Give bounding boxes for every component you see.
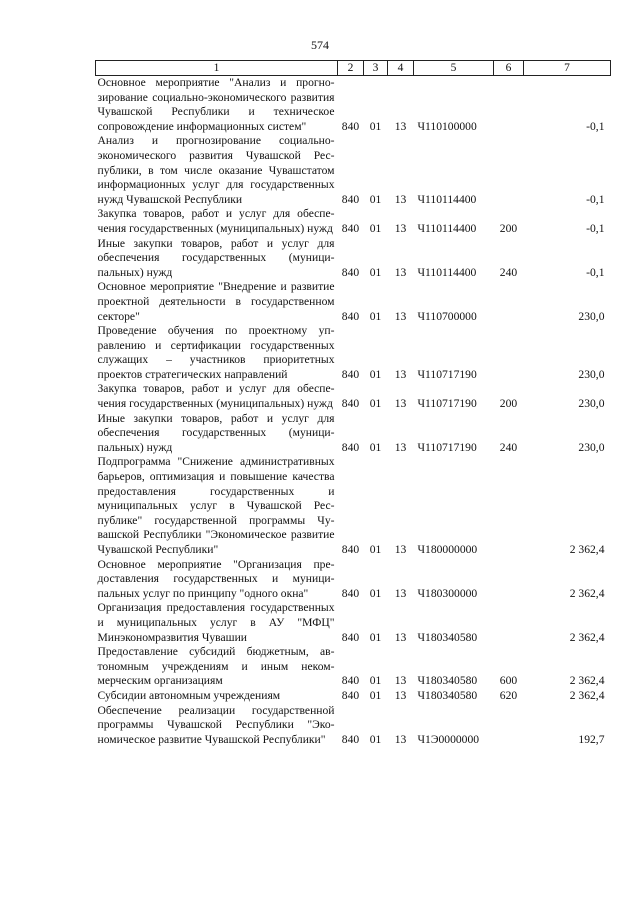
row-subsection-code: 13 [394, 192, 407, 206]
row-amount: -0,1 [586, 119, 605, 133]
row-amount: -0,1 [586, 265, 605, 279]
row-amount: 230,0 [578, 397, 605, 411]
row-name: Основное мероприятие "Анализ и прогнозирование социально-экономического развития Чувашской Республики и техническое сопровождение информационных систем" [97, 76, 335, 133]
row-name: Основное мероприятие "Организация предоставления государственных и муниципальных услуг по принципу "одного окна" [97, 557, 335, 600]
row-section-code: 01 [369, 265, 382, 279]
row-target-article: Ч180300000 [417, 586, 478, 600]
column-header-1: 1 [96, 61, 338, 76]
row-name: Анализ и прогнозирование социально-экономического развития Чувашской Республики, в том числе оказание Чувашстатом информационных услуг для государственных нужд Чувашской Республики [97, 134, 335, 206]
row-amount: 2 362,4 [569, 543, 605, 556]
row-section-code: 01 [369, 440, 382, 454]
table-row [96, 280, 611, 324]
row-target-article: Ч110114400 [417, 192, 477, 206]
row-expense-type [494, 455, 524, 557]
table-body [96, 76, 611, 748]
row-amount: -0,1 [586, 192, 605, 206]
column-header-6: 6 [494, 61, 524, 76]
row-amount: 230,0 [578, 309, 605, 323]
row-section-code: 01 [369, 309, 382, 323]
table-row [96, 237, 611, 281]
row-expense-type: 600 [499, 674, 518, 688]
row-subsection-code: 13 [394, 119, 407, 133]
row-name: Подпрограмма "Снижение административных барьеров, оптимизация и повышение качества предоставления государственных и муниципальных услуг в Чувашской Республике" государственной программы Чувашской Республики "Экономическое развитие Чувашской Республики" [97, 455, 335, 556]
table-row [96, 324, 611, 382]
table-row [96, 455, 611, 557]
row-section-code: 01 [369, 192, 382, 206]
row-ministry-code: 840 [341, 309, 360, 323]
row-amount: 192,7 [578, 732, 605, 746]
row-expense-type [494, 558, 524, 602]
row-subsection-code: 13 [394, 688, 407, 702]
row-expense-type: 200 [499, 397, 518, 411]
column-header-5: 5 [414, 61, 494, 76]
row-expense-type: 240 [499, 440, 518, 454]
row-name: Организация предоставления государственных и муниципальных услуг в АУ "МФЦ" Минэкономразвития Чувашии [97, 601, 335, 644]
row-section-code: 01 [369, 674, 382, 688]
row-name: Предоставление субсидий бюджетным, автономным учреждениям и иным некоммерческим организациям [97, 645, 335, 688]
row-subsection-code: 13 [394, 586, 407, 600]
row-amount: -0,1 [586, 221, 605, 235]
row-target-article: Ч110100000 [417, 119, 477, 133]
row-subsection-code: 13 [394, 397, 407, 411]
row-section-code: 01 [369, 543, 382, 556]
row-ministry-code: 840 [341, 119, 360, 133]
row-amount: 2 362,4 [569, 674, 605, 688]
row-expense-type: 240 [499, 265, 518, 279]
row-expense-type [494, 280, 524, 324]
row-subsection-code: 13 [394, 732, 407, 746]
row-ministry-code: 840 [341, 543, 360, 556]
row-amount: 230,0 [578, 440, 605, 454]
row-section-code: 01 [369, 119, 382, 133]
row-section-code: 01 [369, 221, 382, 235]
row-name: Иные закупки товаров, работ и услуг для обеспечения государственных (муниципальных) нужд [97, 236, 335, 279]
row-subsection-code: 13 [394, 543, 407, 556]
row-target-article: Ч110114400 [417, 221, 477, 235]
column-header-7: 7 [524, 61, 611, 76]
row-section-code: 01 [369, 732, 382, 746]
row-expense-type [494, 134, 524, 207]
row-ministry-code: 840 [341, 265, 360, 279]
row-target-article: Ч110700000 [417, 309, 477, 323]
row-target-article: Ч1Э0000000 [417, 732, 480, 746]
row-target-article: Ч110717190 [417, 440, 477, 454]
row-ministry-code: 840 [341, 674, 360, 688]
table-row [96, 689, 611, 704]
row-subsection-code: 13 [394, 221, 407, 235]
column-header-3: 3 [364, 61, 388, 76]
row-subsection-code: 13 [394, 265, 407, 279]
row-name: Субсидии автономным учреждениям [97, 688, 281, 702]
row-amount: 2 362,4 [569, 586, 605, 600]
column-header-2: 2 [338, 61, 364, 76]
row-target-article: Ч180340580 [417, 688, 478, 702]
row-ministry-code: 840 [341, 732, 360, 746]
row-target-article: Ч180340580 [417, 630, 478, 644]
row-section-code: 01 [369, 367, 382, 381]
row-amount: 2 362,4 [569, 630, 605, 644]
row-ministry-code: 840 [341, 586, 360, 600]
table-row [96, 412, 611, 456]
table-row [96, 76, 611, 135]
table-row [96, 134, 611, 207]
row-expense-type [494, 76, 524, 135]
row-ministry-code: 840 [341, 367, 360, 381]
row-expense-type: 200 [499, 221, 518, 235]
row-name: Проведение обучения по проектному управлению и сертификации государственных служащих – участников приоритетных проектов стратегических направлений [97, 324, 335, 381]
row-subsection-code: 13 [394, 309, 407, 323]
row-amount: 230,0 [578, 367, 605, 381]
row-name: Основное мероприятие "Внедрение и развитие проектной деятельности в государственном секторе" [97, 280, 335, 323]
row-name: Закупка товаров, работ и услуг для обеспечения государственных (муниципальных) нужд [97, 382, 335, 411]
row-ministry-code: 840 [341, 397, 360, 411]
row-target-article: Ч110114400 [417, 265, 477, 279]
row-subsection-code: 13 [394, 367, 407, 381]
row-ministry-code: 840 [341, 221, 360, 235]
table-row [96, 207, 611, 236]
row-target-article: Ч180340580 [417, 674, 478, 688]
row-target-article: Ч180000000 [417, 543, 478, 556]
row-section-code: 01 [369, 630, 382, 644]
row-name: Иные закупки товаров, работ и услуг для обеспечения государственных (муниципальных) нужд [97, 411, 335, 454]
row-ministry-code: 840 [341, 630, 360, 644]
row-expense-type [494, 704, 524, 748]
header-row [96, 61, 611, 76]
table-row [96, 645, 611, 689]
column-header-4: 4 [388, 61, 414, 76]
row-ministry-code: 840 [341, 440, 360, 454]
row-expense-type [494, 601, 524, 645]
row-expense-type [494, 324, 524, 382]
table-row [96, 558, 611, 602]
row-subsection-code: 13 [394, 674, 407, 688]
table-row [96, 704, 611, 748]
row-section-code: 01 [369, 397, 382, 411]
row-target-article: Ч110717190 [417, 367, 477, 381]
row-subsection-code: 13 [394, 630, 407, 644]
row-section-code: 01 [369, 586, 382, 600]
row-section-code: 01 [369, 688, 382, 702]
table-row [96, 601, 611, 645]
row-name: Закупка товаров, работ и услуг для обеспечения государственных (муниципальных) нужд [97, 207, 335, 235]
page-number: 574 [311, 38, 329, 52]
row-name: Обеспечение реализации государственной программы Чувашской Республики "Экономическое развитие Чувашской Республики" [97, 703, 335, 746]
row-subsection-code: 13 [394, 440, 407, 454]
row-ministry-code: 840 [341, 688, 360, 702]
budget-table [95, 60, 611, 747]
row-target-article: Ч110717190 [417, 397, 477, 411]
row-amount: 2 362,4 [569, 688, 605, 702]
row-expense-type: 620 [499, 688, 518, 702]
table-row [96, 382, 611, 411]
row-ministry-code: 840 [341, 192, 360, 206]
